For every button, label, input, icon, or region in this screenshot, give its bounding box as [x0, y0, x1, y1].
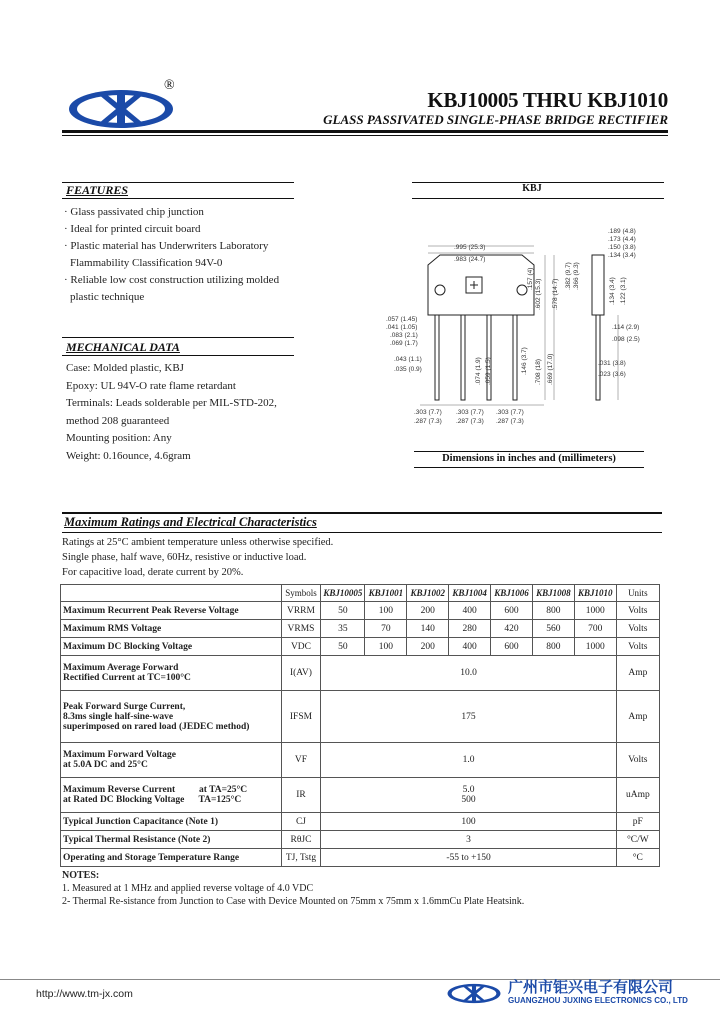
unit-cell: pF — [616, 813, 659, 831]
value-cell: 560 — [532, 620, 574, 638]
page-title: KBJ10005 THRU KBJ1010 — [427, 88, 668, 112]
symbol-cell: TJ, Tstg — [281, 849, 321, 867]
value-cell: 50 — [321, 602, 365, 620]
unit-cell: °C/W — [616, 831, 659, 849]
unit-cell: Amp — [616, 656, 659, 691]
table-row — [61, 743, 660, 778]
condition-line: Ratings at 25°C ambient temperature unless otherwise specified. — [62, 537, 334, 548]
features-rule — [62, 198, 294, 199]
value-line: 100 — [461, 816, 476, 827]
dim-label: .069 (1.7) — [390, 340, 418, 347]
dim-label: .023 (3.6) — [598, 371, 626, 378]
website-link[interactable]: http://www.tm-jx.com — [36, 988, 133, 1000]
dim-label: .189 (4.8) — [608, 228, 636, 235]
list-item: · Glass passivated chip junction — [64, 206, 204, 218]
diagram-caption: Dimensions in inches and (millimeters) — [442, 453, 616, 464]
value-line: -55 to +150 — [446, 852, 491, 863]
list-item: method 208 guaranteed — [66, 414, 170, 427]
dim-label: .708 (18) — [535, 358, 542, 385]
list-item: · Plastic material has Underwriters Laboratory — [64, 240, 269, 252]
condition-line: Single phase, half wave, 60Hz, resistive or inductive load. — [62, 552, 307, 563]
symbol-cell: IR — [281, 778, 321, 813]
package-drawing — [380, 215, 670, 450]
value-cell: 50 — [321, 638, 365, 656]
value-cell: 140 — [407, 620, 449, 638]
value-cell: 800 — [532, 638, 574, 656]
note-item: 2- Thermal Re-sistance from Junction to Case with Device Mounted on 75mm x 75mm x 1.6mmCu Plate Heatsink. — [62, 896, 525, 907]
dim-label: .035 (0.9) — [394, 366, 422, 373]
unit-cell: uAmp — [616, 778, 659, 813]
dim-label: .031 (3.8) — [598, 360, 626, 367]
table-header-row — [61, 585, 660, 602]
table-row — [61, 778, 660, 813]
list-item: Mounting position: Any — [66, 432, 172, 444]
notes-heading: NOTES: — [62, 870, 100, 881]
value-cell: 400 — [449, 602, 491, 620]
mechanical-heading: MECHANICAL DATA — [66, 340, 180, 354]
header-divider — [62, 130, 668, 133]
dim-label: .995 (25.3) — [454, 244, 486, 251]
parameter-line: Maximum Recurrent Peak Reverse Voltage — [63, 605, 239, 616]
mechanical-rule-top — [62, 337, 294, 338]
condition-line: For capacitive load, derate current by 20%. — [62, 567, 244, 578]
dim-label: .669 (17.0) — [547, 353, 554, 385]
diagram-rule — [412, 198, 664, 199]
value-cell — [321, 849, 616, 867]
parameter-line: at 5.0A DC and 25°C — [63, 760, 148, 770]
parameter-cell — [61, 656, 282, 691]
column-header: KBJ1006 — [491, 585, 533, 602]
symbol-cell: VDC — [281, 638, 321, 656]
column-header: KBJ10005 — [321, 585, 365, 602]
table-row — [61, 813, 660, 831]
unit-cell: Volts — [616, 638, 659, 656]
list-item: Flammability Classification 94V-0 — [70, 257, 223, 269]
value-cell: 800 — [532, 602, 574, 620]
dim-label: .043 (1.1) — [394, 356, 422, 363]
company-name-cn: 广州市钜兴电子有限公司 — [508, 978, 674, 996]
list-item: Epoxy: UL 94V-O rate flame retardant — [66, 379, 236, 392]
registered-mark: ® — [164, 78, 175, 93]
ratings-table — [60, 584, 660, 867]
table-row — [61, 656, 660, 691]
features-rule-top — [62, 182, 294, 183]
dim-label: .173 (4.4) — [608, 236, 636, 243]
dim-label: .122 (3.1) — [620, 277, 627, 305]
column-header — [61, 585, 282, 602]
company-name-en: GUANGZHOU JUXING ELECTRONICS CO., LTD — [508, 996, 688, 1005]
footnotes — [62, 869, 524, 908]
list-item: plastic technique — [70, 291, 145, 303]
parameter-line: Maximum DC Blocking Voltage — [63, 641, 193, 652]
parameter-line: Maximum Average Forward — [63, 663, 179, 673]
value-line: 1.0 — [462, 755, 475, 765]
value-cell: 100 — [365, 602, 407, 620]
unit-cell: Volts — [616, 602, 659, 620]
value-cell — [321, 813, 616, 831]
symbol-cell: RθJC — [281, 831, 321, 849]
column-header: KBJ1002 — [407, 585, 449, 602]
list-item: · Ideal for printed circuit board — [64, 223, 201, 235]
dim-label: .098 (2.5) — [612, 336, 640, 343]
value-cell: 100 — [365, 638, 407, 656]
symbol-cell: IFSM — [281, 691, 321, 743]
footer-logo — [446, 978, 502, 1008]
dim-label: .602 (15.3) — [535, 278, 542, 310]
value-line: 5.0 — [462, 785, 475, 795]
dim-label: .287 (7.3) — [456, 418, 484, 425]
table-row — [61, 849, 660, 867]
parameter-cell — [61, 638, 282, 656]
unit-cell: Volts — [616, 743, 659, 778]
dim-label: .983 (24.7) — [454, 256, 486, 263]
column-header: Units — [616, 585, 659, 602]
ratings-heading: Maximum Ratings and Electrical Characteristics — [64, 515, 317, 529]
parameter-cell — [61, 778, 282, 813]
value-line: 10.0 — [460, 668, 477, 678]
caption-rule-top — [414, 451, 644, 452]
header-divider-thin — [62, 135, 668, 136]
dim-label: .303 (7.7) — [456, 409, 484, 416]
value-line: 3 — [466, 834, 471, 845]
list-item: Terminals: Leads solderable per MIL-STD-202, — [66, 397, 277, 409]
parameter-line: Maximum RMS Voltage — [63, 623, 162, 634]
value-cell — [321, 743, 616, 778]
mechanical-list — [66, 360, 277, 465]
page-subtitle: GLASS PASSIVATED SINGLE-PHASE BRIDGE RECTIFIER — [323, 112, 668, 127]
dim-label: .287 (7.3) — [414, 418, 442, 425]
caption-rule — [414, 467, 644, 468]
list-item: Weight: 0.16ounce, 4.6gram — [66, 449, 191, 462]
dim-label: .114 (2.9) — [612, 324, 640, 331]
value-cell — [321, 778, 616, 813]
parameter-line: Typical Junction Capacitance (Note 1) — [63, 816, 218, 827]
list-item: · Reliable low cost construction utilizing molded — [64, 274, 280, 286]
parameter-line: superimposed on rared load (JEDEC method) — [63, 721, 250, 732]
features-heading: FEATURES — [66, 183, 129, 197]
symbol-cell: VRMS — [281, 620, 321, 638]
value-cell: 700 — [574, 620, 616, 638]
value-cell: 420 — [491, 620, 533, 638]
parameter-cell — [61, 691, 282, 743]
table-row — [61, 638, 660, 656]
list-item: Case: Molded plastic, KBJ — [66, 362, 184, 374]
column-header: KBJ1010 — [574, 585, 616, 602]
dim-label: .150 (3.8) — [608, 244, 636, 251]
symbol-cell: CJ — [281, 813, 321, 831]
value-cell: 70 — [365, 620, 407, 638]
parameter-cell — [61, 849, 282, 867]
dim-label: .134 (3.4) — [608, 252, 636, 259]
dim-label: .083 (2.1) — [390, 332, 418, 339]
dim-label: .366 (9.3) — [573, 262, 580, 290]
value-line: 175 — [461, 711, 476, 722]
column-header: KBJ1008 — [532, 585, 574, 602]
company-logo — [66, 86, 176, 130]
value-cell: 1000 — [574, 638, 616, 656]
unit-cell: Volts — [616, 620, 659, 638]
package-label: KBJ — [522, 183, 542, 194]
dim-label: .157 (4) — [527, 267, 534, 290]
symbol-cell: VF — [281, 743, 321, 778]
value-cell: 1000 — [574, 602, 616, 620]
value-cell — [321, 691, 616, 743]
table-row — [61, 831, 660, 849]
symbol-cell: I(AV) — [281, 656, 321, 691]
dim-label: .382 (9.7) — [565, 262, 572, 290]
symbol-cell: VRRM — [281, 602, 321, 620]
dim-label: .303 (7.7) — [414, 409, 442, 416]
value-cell: 280 — [449, 620, 491, 638]
column-header: KBJ1001 — [365, 585, 407, 602]
value-cell: 200 — [407, 638, 449, 656]
dim-label: .303 (7.7) — [496, 409, 524, 416]
parameter-line: at Rated DC Blocking Voltage TA=125°C — [63, 795, 242, 805]
value-cell — [321, 656, 616, 691]
value-cell: 200 — [407, 602, 449, 620]
parameter-cell — [61, 620, 282, 638]
value-cell — [321, 831, 616, 849]
value-cell: 600 — [491, 638, 533, 656]
parameter-line: 8.3ms single half-sine-wave — [63, 711, 174, 722]
dim-label: .041 (1.05) — [386, 324, 418, 331]
value-line: 500 — [461, 795, 476, 805]
table-row — [61, 602, 660, 620]
unit-cell: Amp — [616, 691, 659, 743]
features-list — [64, 204, 279, 306]
parameter-line: Maximum Forward Voltage — [63, 750, 176, 760]
note-item: 1. Measured at 1 MHz and applied reverse voltage of 4.0 VDC — [62, 883, 314, 894]
parameter-line: Maximum Reverse Current at TA=25°C — [63, 785, 248, 795]
parameter-line: Peak Forward Surge Current, — [63, 701, 186, 712]
table-row — [61, 691, 660, 743]
column-header: KBJ1004 — [449, 585, 491, 602]
column-header: Symbols — [281, 585, 321, 602]
dim-label: .287 (7.3) — [496, 418, 524, 425]
parameter-line: Typical Thermal Resistance (Note 2) — [63, 834, 211, 845]
dim-label: .578 (14.7) — [552, 278, 559, 310]
parameter-cell — [61, 743, 282, 778]
dim-label: .146 (3.7) — [521, 347, 528, 375]
parameter-cell — [61, 602, 282, 620]
parameter-line: Rectified Current at TC=100°C — [63, 673, 191, 683]
dim-label: .057 (1.45) — [386, 316, 418, 323]
ratings-conditions — [62, 535, 333, 580]
parameter-line: Operating and Storage Temperature Range — [63, 852, 240, 863]
table-row — [61, 620, 660, 638]
value-cell: 35 — [321, 620, 365, 638]
dim-label: .074 (1.9) — [475, 357, 482, 385]
value-cell: 400 — [449, 638, 491, 656]
mechanical-rule — [62, 355, 294, 356]
unit-cell: °C — [616, 849, 659, 867]
dim-label: .059 (1.5) — [485, 357, 492, 385]
parameter-cell — [61, 813, 282, 831]
parameter-cell — [61, 831, 282, 849]
value-cell: 600 — [491, 602, 533, 620]
dim-label: .134 (3.4) — [609, 277, 616, 305]
